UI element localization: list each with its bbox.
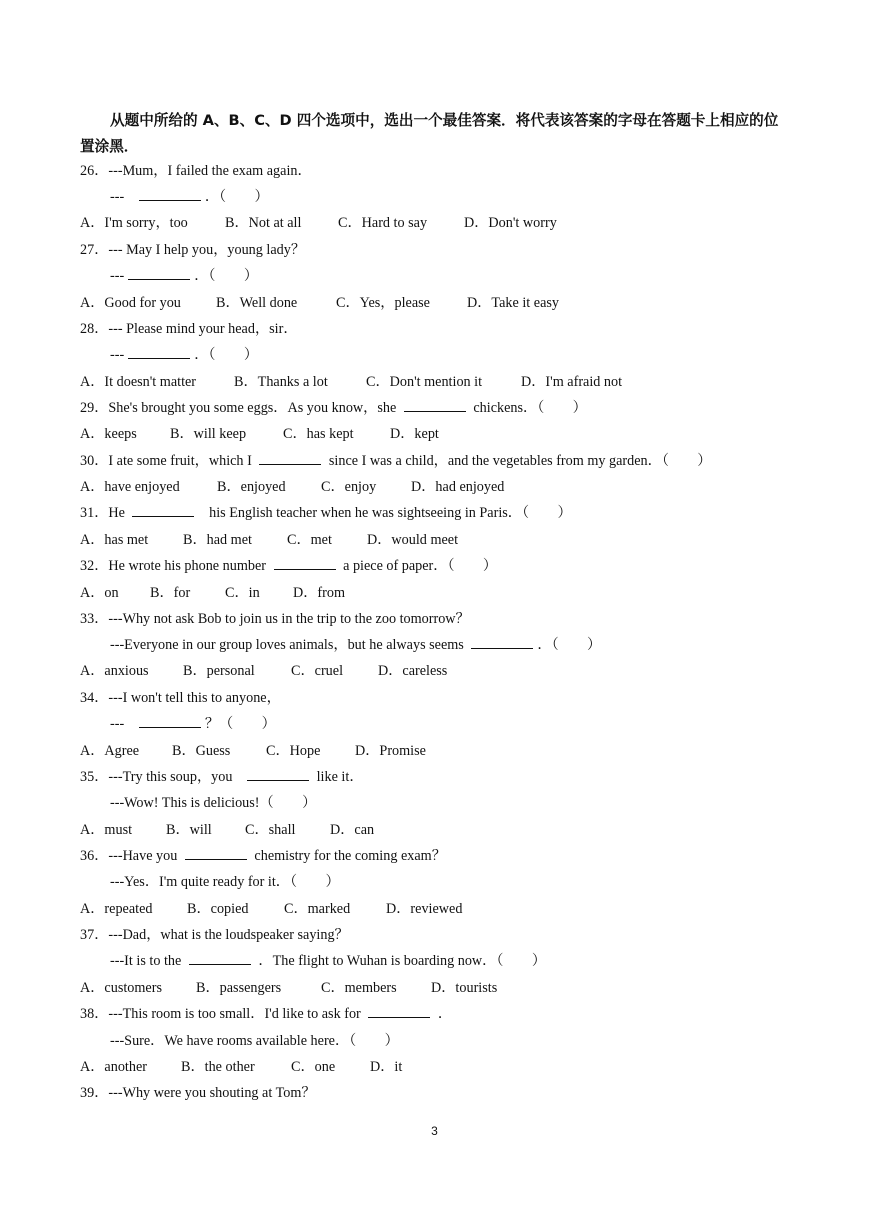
question-32-stem: 32．He wrote his phone number a piece of paper．（ ）: [80, 558, 498, 574]
option-b[interactable]: B．Guess: [172, 743, 231, 759]
option-d[interactable]: D．had enjoyed: [411, 479, 505, 495]
question-28-response: --- ．（ ）: [110, 347, 259, 363]
option-d[interactable]: D．kept: [390, 426, 439, 442]
option-c[interactable]: C．met: [287, 532, 332, 548]
option-d[interactable]: D．would meet: [367, 532, 459, 548]
answer-blank[interactable]: [128, 267, 190, 280]
answer-blank[interactable]: [259, 452, 321, 465]
option-a[interactable]: A．has met: [80, 532, 149, 548]
answer-blank[interactable]: [247, 768, 309, 781]
option-b[interactable]: B．enjoyed: [217, 479, 286, 495]
option-d[interactable]: D．Take it easy: [467, 295, 559, 311]
option-a[interactable]: A．have enjoyed: [80, 479, 180, 495]
question-30-stem: 30．I ate some fruit，which I since I was a child，and the vegetables from my garden．（ ）: [80, 453, 712, 469]
option-c[interactable]: C．cruel: [291, 663, 344, 679]
question-37-response: ---It is to the ．The flight to Wuhan is boarding now．（ ）: [110, 953, 547, 969]
option-b[interactable]: B．copied: [187, 901, 249, 917]
option-a[interactable]: A．on: [80, 585, 119, 601]
option-a[interactable]: A．customers: [80, 980, 162, 996]
option-c[interactable]: C．Yes，please: [336, 295, 430, 311]
option-d[interactable]: D．careless: [378, 663, 448, 679]
answer-blank[interactable]: [404, 399, 466, 412]
option-a[interactable]: A．repeated: [80, 901, 153, 917]
option-a[interactable]: A．another: [80, 1059, 147, 1075]
answer-blank[interactable]: [274, 557, 336, 570]
option-a[interactable]: A．must: [80, 822, 133, 838]
answer-blank[interactable]: [471, 636, 533, 649]
option-a[interactable]: A．I'm sorry，too: [80, 215, 188, 231]
option-a[interactable]: A．Agree: [80, 743, 140, 759]
question-35-stem: 35．---Try this soup，you like it．: [80, 769, 364, 785]
option-d[interactable]: D．Don't worry: [464, 215, 557, 231]
option-b[interactable]: B．Well done: [216, 295, 298, 311]
option-c[interactable]: C．Hope: [266, 743, 321, 759]
option-c[interactable]: C．marked: [284, 901, 351, 917]
option-d[interactable]: D．from: [293, 585, 346, 601]
option-d[interactable]: D．tourists: [431, 980, 498, 996]
section-instructions: 从题中所给的 A、B、C、D 四个选项中，选出一个最佳答案．将代表该答案的字母在答题卡上相应的位置涂黑．: [80, 112, 779, 155]
question-28-stem: 28．--- Please mind your head，sir．: [80, 321, 298, 337]
question-36-response: ---Yes．I'm quite ready for it．（ ）: [110, 874, 340, 890]
answer-blank[interactable]: [185, 847, 247, 860]
question-38-response: ---Sure．We have rooms available here．（ ）: [110, 1033, 399, 1049]
option-d[interactable]: D．can: [330, 822, 375, 838]
option-c[interactable]: C．in: [225, 585, 260, 601]
option-d[interactable]: D．it: [370, 1059, 403, 1075]
option-b[interactable]: B．had met: [183, 532, 252, 548]
question-27-stem: 27．--- May I help you，young lady？: [80, 242, 306, 258]
question-34-response: --- ？（ ）: [110, 716, 276, 732]
answer-blank[interactable]: [128, 346, 190, 359]
option-c[interactable]: C．enjoy: [321, 479, 377, 495]
answer-blank[interactable]: [132, 504, 194, 517]
question-26-response: --- ．（ ）: [110, 189, 269, 205]
option-a[interactable]: A．keeps: [80, 426, 137, 442]
option-b[interactable]: B．passengers: [196, 980, 282, 996]
page-number: 3: [431, 1124, 438, 1138]
answer-blank[interactable]: [139, 715, 201, 728]
option-c[interactable]: C．has kept: [283, 426, 354, 442]
option-d[interactable]: D．Promise: [355, 743, 426, 759]
question-36-stem: 36．---Have you chemistry for the coming exam？: [80, 848, 446, 864]
option-d[interactable]: D．reviewed: [386, 901, 463, 917]
answer-blank[interactable]: [139, 188, 201, 201]
question-33-response: ---Everyone in our group loves animals，but he always seems ．（ ）: [110, 637, 602, 653]
option-d[interactable]: D．I'm afraid not: [521, 374, 623, 390]
answer-blank[interactable]: [368, 1005, 430, 1018]
question-35-response: ---Wow! This is delicious!（ ）: [110, 795, 317, 811]
option-b[interactable]: B．for: [150, 585, 191, 601]
option-a[interactable]: A．It doesn't matter: [80, 374, 197, 390]
option-b[interactable]: B．personal: [183, 663, 255, 679]
option-b[interactable]: B．Not at all: [225, 215, 302, 231]
question-26-stem: 26．---Mum，I failed the exam again．: [80, 163, 312, 179]
option-b[interactable]: B．will keep: [170, 426, 247, 442]
question-27-response: --- ．（ ）: [110, 268, 259, 284]
question-31-stem: 31．He his English teacher when he was sightseeing in Paris．（ ）: [80, 505, 572, 521]
option-c[interactable]: C．Hard to say: [338, 215, 428, 231]
question-34-stem: 34．---I won't tell this to anyone，: [80, 690, 281, 706]
option-b[interactable]: B．will: [166, 822, 212, 838]
option-b[interactable]: B．the other: [181, 1059, 255, 1075]
question-29-stem: 29．She's brought you some eggs．As you know，she chickens．（ ）: [80, 400, 587, 416]
question-37-stem: 37．---Dad，what is the loudspeaker saying？: [80, 927, 349, 943]
question-39-stem: 39．---Why were you shouting at Tom？: [80, 1085, 316, 1101]
option-c[interactable]: C．one: [291, 1059, 336, 1075]
option-b[interactable]: B．Thanks a lot: [234, 374, 328, 390]
question-33-stem: 33．---Why not ask Bob to join us in the trip to the zoo tomorrow？: [80, 611, 470, 627]
question-38-stem: 38．---This room is too small．I'd like to ask for ．: [80, 1006, 453, 1022]
option-c[interactable]: C．shall: [245, 822, 296, 838]
option-c[interactable]: C．Don't mention it: [366, 374, 483, 390]
answer-blank[interactable]: [189, 952, 251, 965]
option-a[interactable]: A．Good for you: [80, 295, 181, 311]
option-a[interactable]: A．anxious: [80, 663, 149, 679]
option-c[interactable]: C．members: [321, 980, 397, 996]
